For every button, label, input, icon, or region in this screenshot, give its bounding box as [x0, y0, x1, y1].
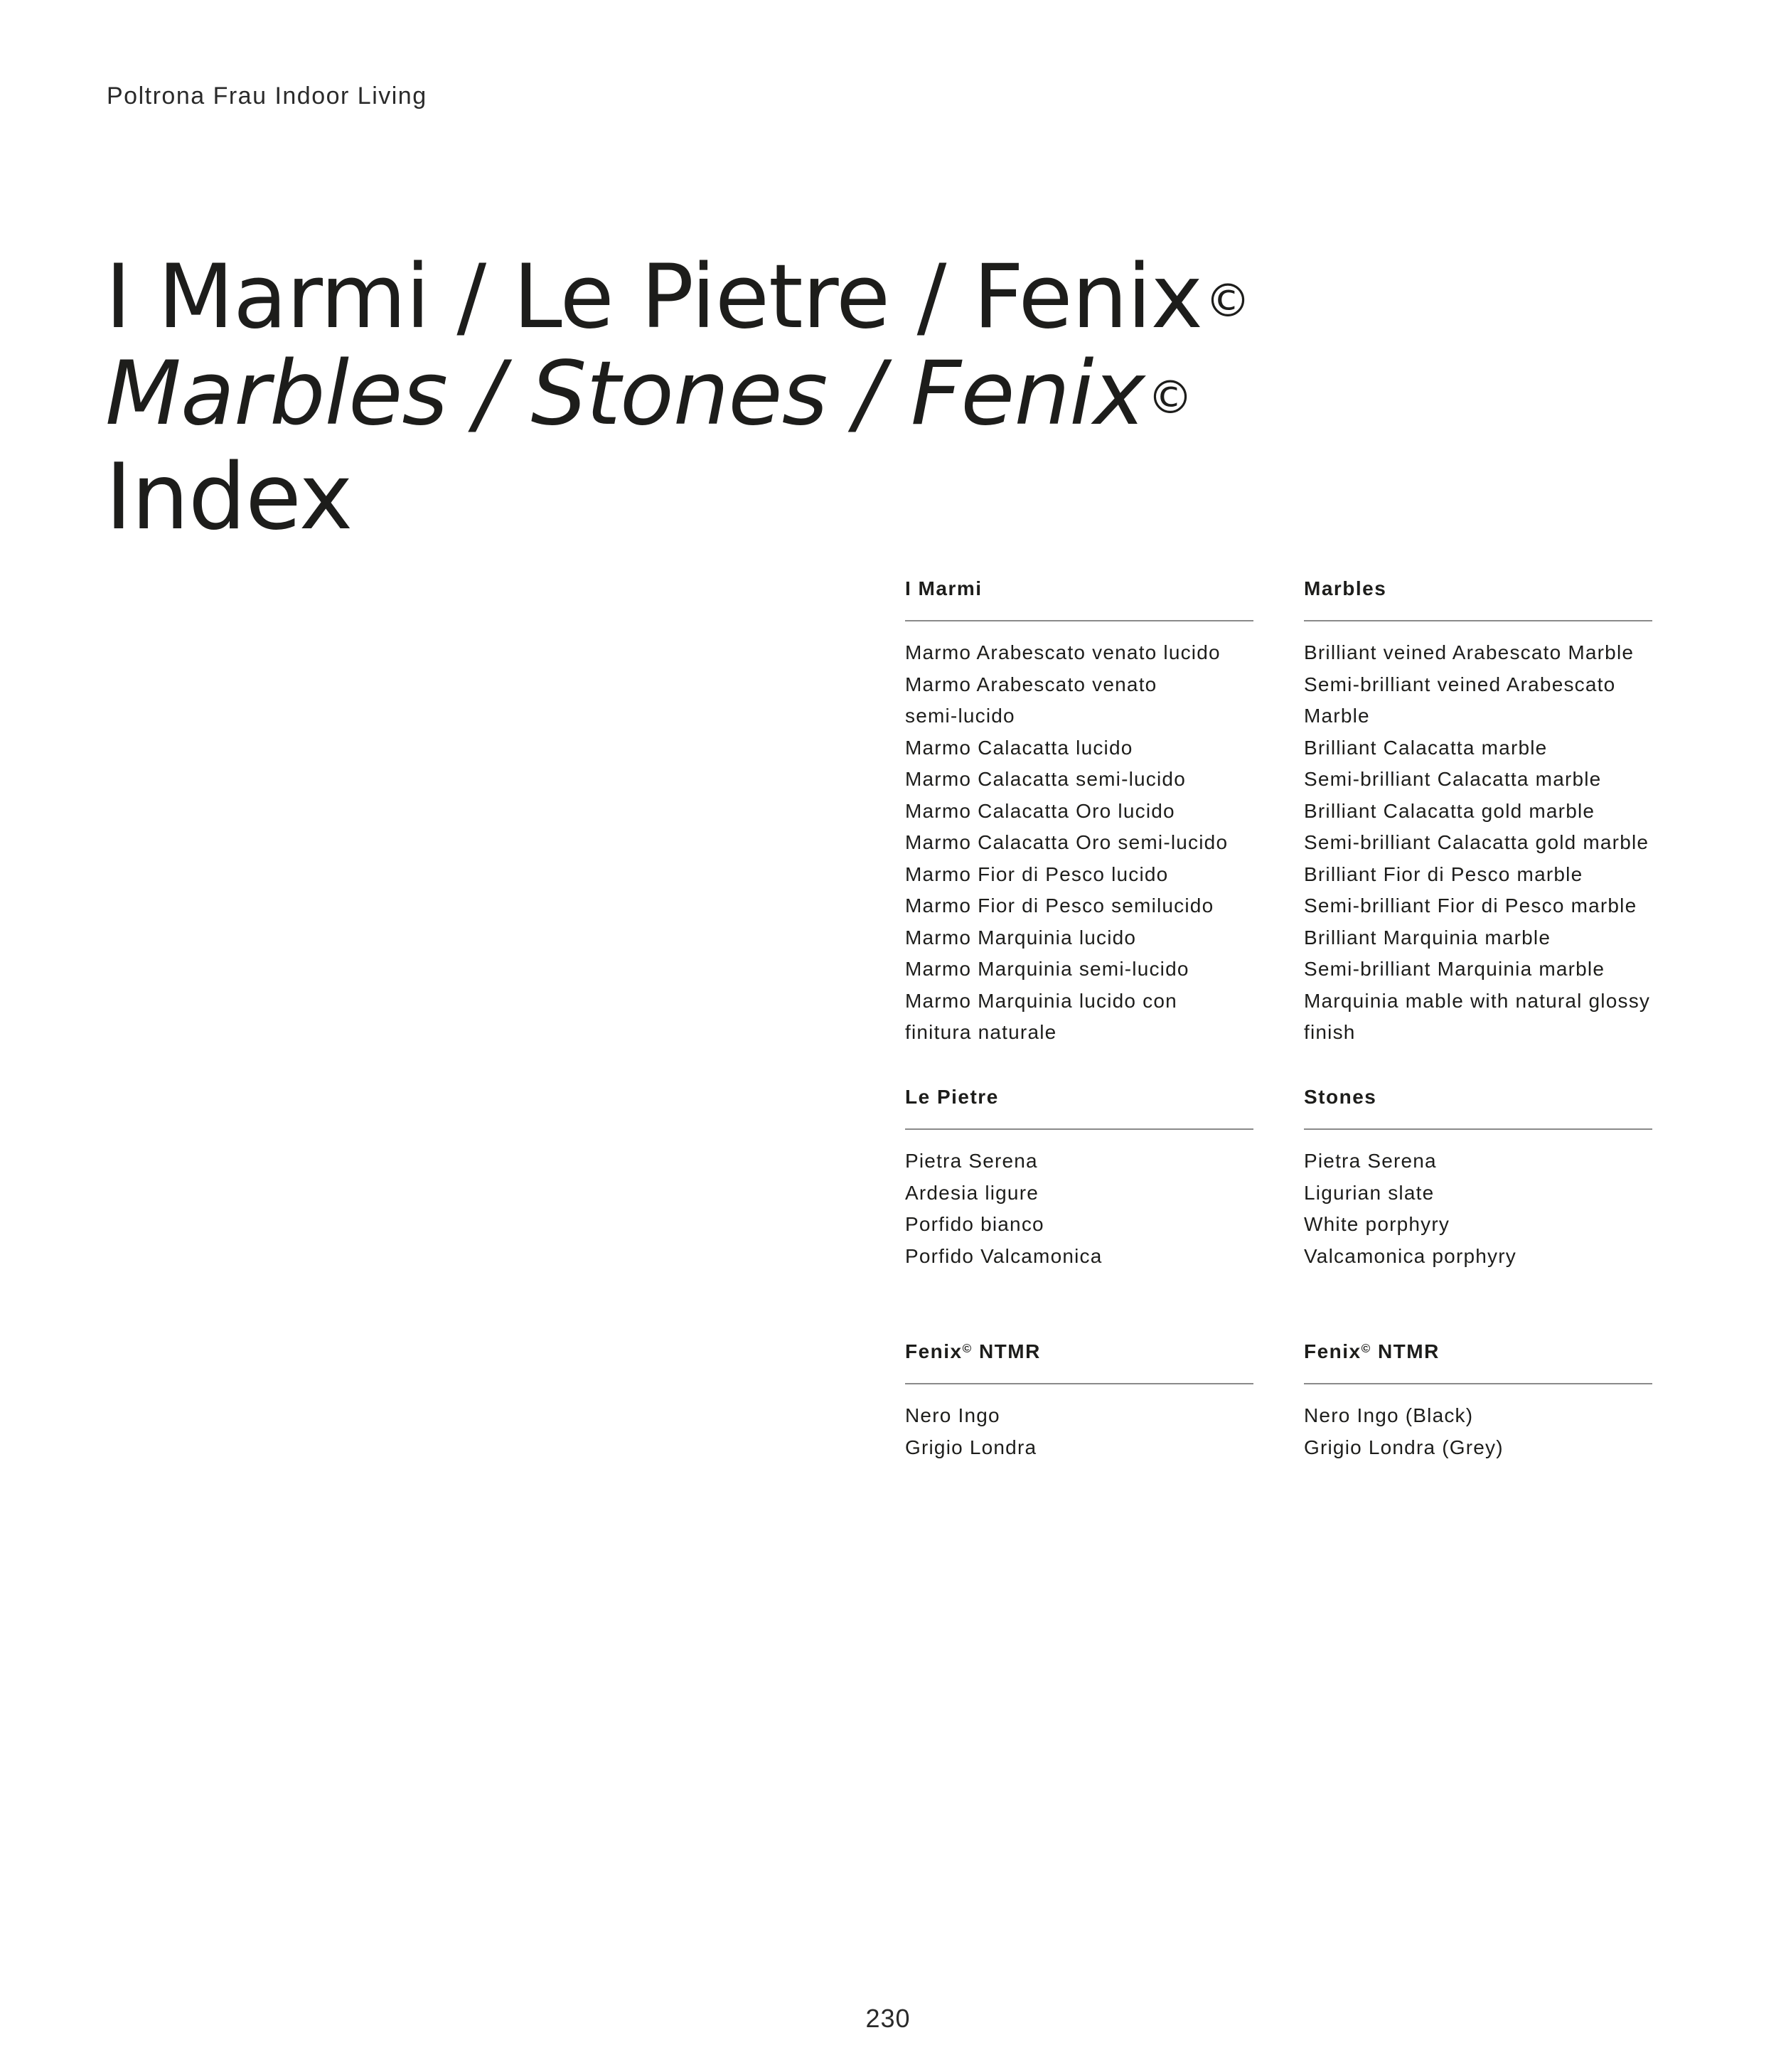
divider — [905, 1383, 1253, 1384]
list-item: Brilliant Fior di Pesco marble — [1304, 863, 1583, 885]
heading-text: Fenix — [1304, 1340, 1362, 1362]
list-item: Marble — [1304, 705, 1370, 727]
list-item: Ardesia ligure — [905, 1181, 1039, 1204]
list-item: Semi-brilliant veined Arabescato — [1304, 673, 1616, 695]
heading-suffix: NTMR — [972, 1340, 1041, 1362]
section-fenix-ntmr — [905, 1337, 1253, 1463]
list-item: Marmo Calacatta lucido — [905, 736, 1133, 759]
list-item: Nero Ingo (Black) — [1304, 1404, 1474, 1426]
title-index: Index — [105, 444, 353, 550]
list-item: Semi-brilliant Calacatta marble — [1304, 768, 1602, 790]
section-stones — [1304, 1083, 1652, 1272]
list-item: Brilliant Calacatta gold marble — [1304, 799, 1595, 822]
divider — [1304, 1383, 1652, 1384]
divider — [905, 620, 1253, 621]
section-heading: I Marmi — [905, 577, 983, 599]
list-item: Marmo Marquinia lucido — [905, 926, 1137, 949]
section-fenix-ntmr-en — [1304, 1337, 1652, 1463]
copyright-mark: © — [1205, 275, 1251, 328]
list-item: Pietra Serena — [905, 1150, 1038, 1172]
page-number: 230 — [865, 2004, 911, 2033]
list-item: Brilliant veined Arabescato Marble — [1304, 641, 1635, 663]
list-item: Marmo Calacatta Oro lucido — [905, 799, 1175, 822]
list-item: Marmo Arabescato venato — [905, 673, 1157, 695]
divider — [1304, 620, 1652, 621]
copyright-mark: © — [1361, 1342, 1371, 1355]
list-item: Pietra Serena — [1304, 1150, 1437, 1172]
page-title — [105, 246, 1251, 550]
item-list — [905, 1146, 1253, 1272]
list-item: Grigio Londra (Grey) — [1304, 1436, 1504, 1458]
heading-text: Fenix — [905, 1340, 963, 1362]
item-list — [905, 637, 1253, 1049]
list-item: Marmo Calacatta Oro semi-lucido — [905, 831, 1229, 853]
title-english — [105, 343, 1250, 445]
list-item: Ligurian slate — [1304, 1181, 1435, 1204]
list-item: Grigio Londra — [905, 1436, 1037, 1458]
divider — [905, 1128, 1253, 1130]
list-item: Semi-brilliant Fior di Pesco marble — [1304, 895, 1637, 917]
list-item: Nero Ingo — [905, 1404, 1000, 1426]
section-marbles — [1304, 575, 1652, 1049]
running-head: Poltrona Frau Indoor Living — [107, 82, 427, 110]
divider — [1304, 1128, 1652, 1130]
list-item: Marmo Fior di Pesco semilucido — [905, 895, 1214, 917]
list-item: Marmo Marquinia lucido con — [905, 989, 1177, 1012]
section-heading: Le Pietre — [905, 1086, 999, 1108]
list-item: Marmo Arabescato venato lucido — [905, 641, 1221, 663]
section-heading: Marbles — [1304, 577, 1387, 599]
section-heading: Stones — [1304, 1086, 1377, 1108]
title-italian — [105, 246, 1251, 348]
item-list — [1304, 1146, 1652, 1272]
list-item: Marmo Calacatta semi-lucido — [905, 768, 1186, 790]
title-english-text: Marbles / Stones / Fenix — [105, 343, 1145, 445]
copyright-mark: © — [962, 1342, 973, 1355]
section-le-pietre — [905, 1083, 1253, 1272]
section-heading — [905, 1337, 1253, 1373]
item-list — [905, 1400, 1253, 1463]
item-list — [1304, 637, 1652, 1049]
list-item: White porphyry — [1304, 1213, 1450, 1235]
section-heading — [1304, 1337, 1652, 1373]
title-italian-text: I Marmi / Le Pietre / Fenix — [105, 246, 1203, 348]
list-item: Marmo Fior di Pesco lucido — [905, 863, 1169, 885]
list-item: Marmo Marquinia semi-lucido — [905, 958, 1189, 980]
list-item: Valcamonica porphyry — [1304, 1244, 1516, 1267]
list-item: Brilliant Calacatta marble — [1304, 736, 1548, 759]
list-item: Marquinia mable with natural glossy — [1304, 989, 1651, 1012]
list-item: finish — [1304, 1021, 1356, 1043]
copyright-mark: © — [1147, 372, 1192, 424]
list-item: Brilliant Marquinia marble — [1304, 926, 1551, 949]
item-list — [1304, 1400, 1652, 1463]
list-item: Porfido Valcamonica — [905, 1244, 1103, 1267]
list-item: Semi-brilliant Marquinia marble — [1304, 958, 1605, 980]
section-i-marmi — [905, 575, 1253, 1049]
list-item: Semi-brilliant Calacatta gold marble — [1304, 831, 1649, 853]
list-item: semi-lucido — [905, 705, 1015, 727]
list-item: finitura naturale — [905, 1021, 1057, 1043]
list-item: Porfido bianco — [905, 1213, 1044, 1235]
heading-suffix: NTMR — [1371, 1340, 1440, 1362]
